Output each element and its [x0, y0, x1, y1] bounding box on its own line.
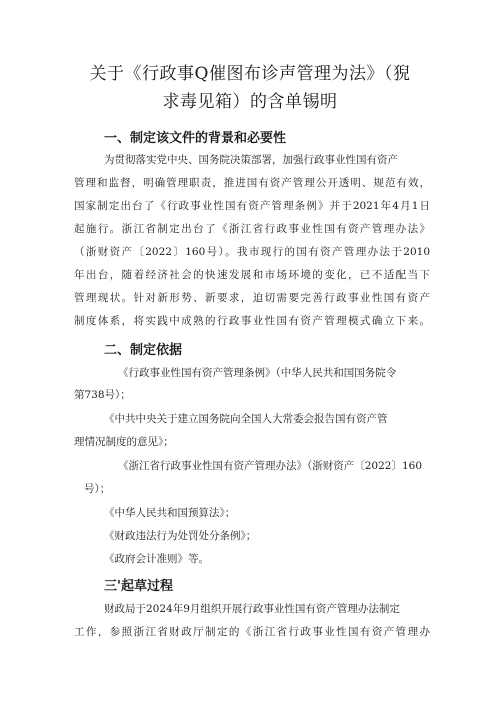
- paragraph-line: （浙财资产〔2022〕160号）。我市现行的国有资产管理办法于2010: [74, 246, 430, 258]
- document-title: [60, 60, 440, 116]
- paragraph-line: 《财政违法行为处罚处分条例》；: [104, 530, 257, 542]
- paragraph-line: 为贯彻落实党中央、国务院决策部署，加强行政事业性国有资产: [104, 154, 398, 166]
- paragraph-line: 号）；: [84, 483, 111, 495]
- paragraph-line: 起施行。浙江省制定出台了《浙江省行政事业性国有资产管理办法》: [74, 223, 430, 235]
- paragraph-line: 《浙江省行政事业性国有资产管理办法》（浙财资产〔2022〕160: [118, 460, 423, 472]
- paragraph-line: 管理和监督，明确管理职责，推进国有资产管理公开透明、规范有效，: [74, 177, 430, 189]
- paragraph-line: 财政局于2024年9月组织开展行政事业性国有资产管理办法制定: [104, 603, 400, 615]
- paragraph-line: 《中共中央关于建立国务院向全国人大常委会报告国有资产管: [104, 413, 388, 425]
- title-line-2: 求毒见箱）的含单锡明: [162, 92, 338, 112]
- title-line-1: 关于《行政事Q催图布诊声管理为法》（猊: [89, 64, 411, 84]
- paragraph-line: 第738号）；: [74, 389, 131, 401]
- paragraph-line: 工作，参照浙江省财政厅制定的《浙江省行政事业性国有资产管理办: [74, 626, 430, 638]
- section-heading-drafting: 三'起草过程: [104, 579, 173, 594]
- paragraph-line: 国家制定出台了《行政事业性国有资产管理条例》并于2021年4月1日: [74, 200, 430, 212]
- paragraph-line: 制度体系，将实践中成熟的行政事业性国有资产管理模式确立下来。: [74, 315, 430, 327]
- paragraph-line: 年出台，随着经济社会的快速发展和市场环境的变化，已不适配当下: [74, 269, 430, 281]
- paragraph-line: 管理现状。针对新形势、新要求，迫切需要完善行政事业性国有资产: [74, 292, 430, 304]
- paragraph-line: 《中华人民共和国预算法》；: [104, 507, 236, 519]
- paragraph-line: 理情况制度的意见》；: [74, 436, 174, 448]
- paragraph-line: 《行政事业性国有资产管理条例》（中华人民共和国国务院令: [118, 367, 397, 379]
- section-heading-background: 一、制定该文件的背景和必要性: [104, 131, 287, 146]
- section-heading-basis: 二、制定依据: [104, 343, 183, 358]
- paragraph-line: 《政府会计准则》等。: [104, 553, 209, 565]
